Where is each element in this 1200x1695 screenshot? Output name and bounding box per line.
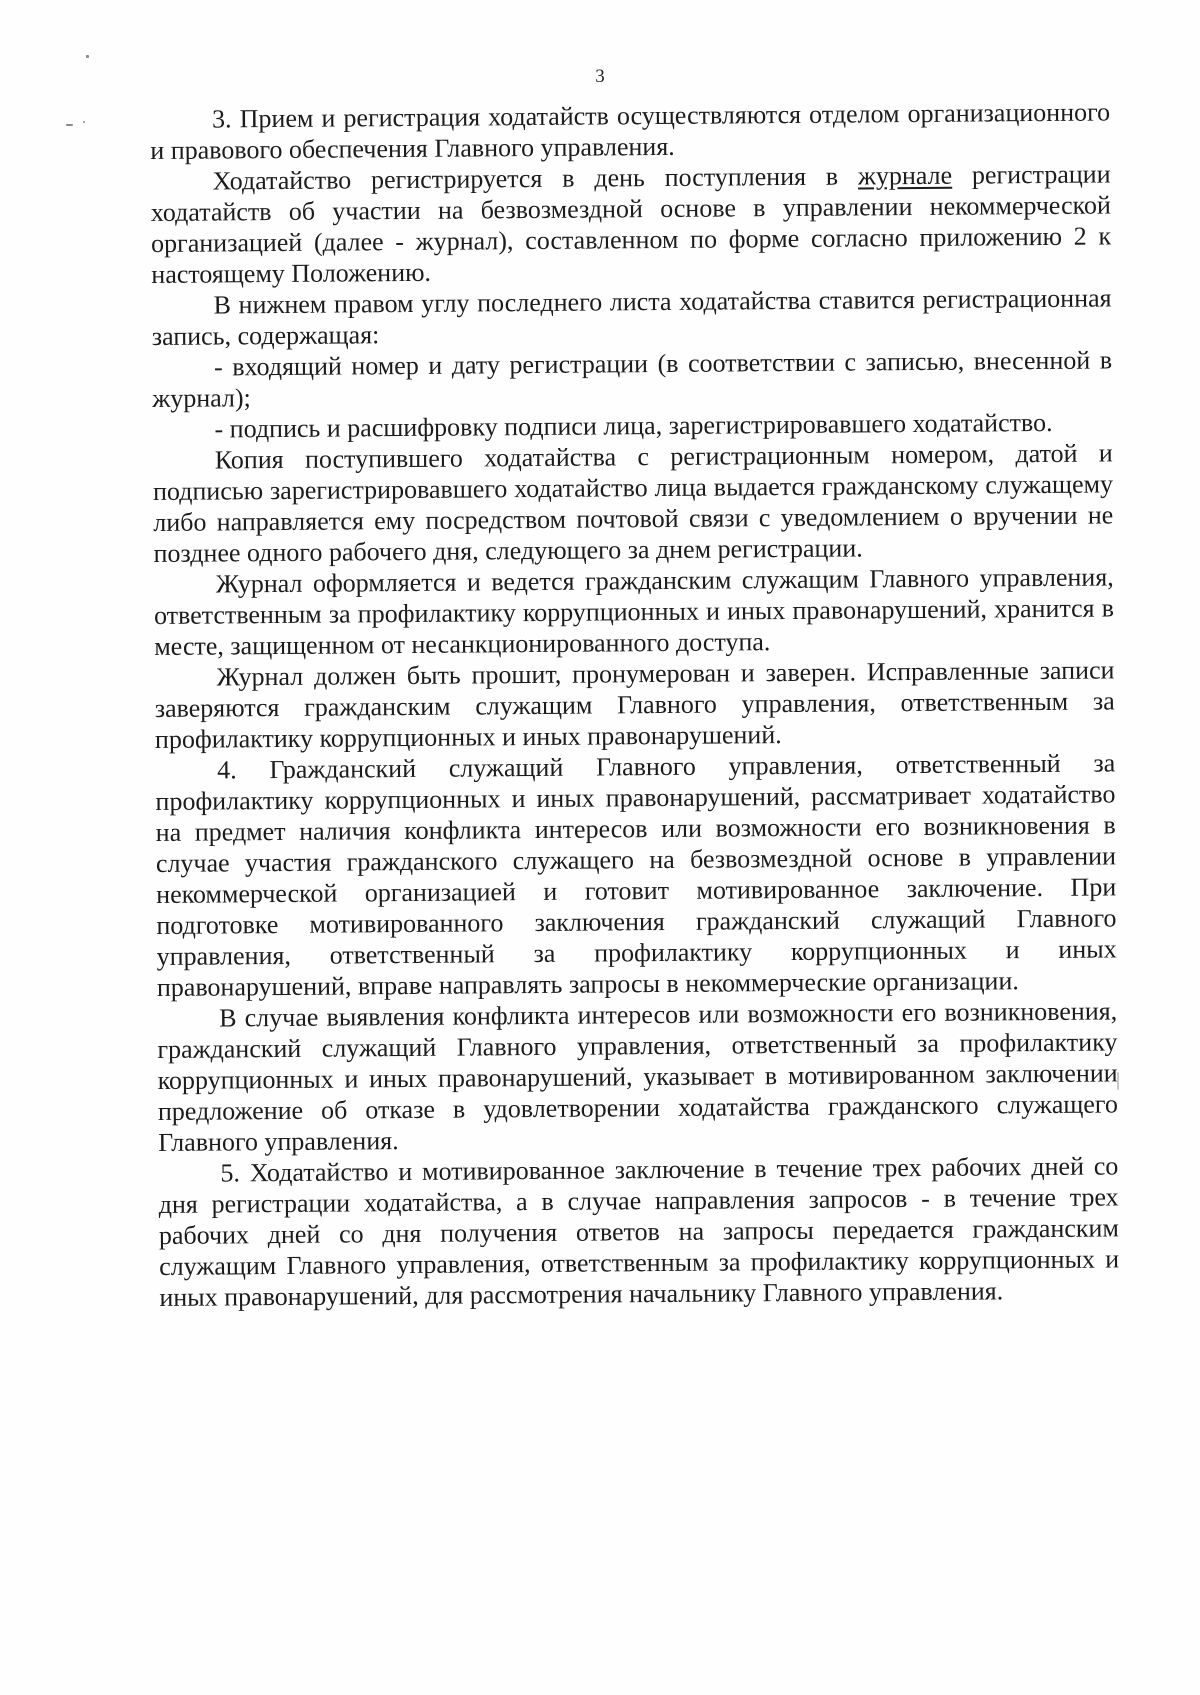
list-item-incoming-number: - входящий номер и дату регистрации (в соответствии с записью, внесенной в журнал); <box>152 345 1113 413</box>
paragraph-review-petition: 4. Гражданский служащий Главного управления, ответственный за профилактику коррупционных и иных правонарушений, рассматривает ходатайство на предмет наличия конфликта интересов или возможности его возникновения в случае участия гражданского служащего на безвозмездной основе в управлении некоммерческой организацией и готовит мотивированное заключение. При подготовке мотивированного заключения гражданский служащий Главного управления, ответственный за профилактику коррупционных и иных правонарушений, вправе направлять запросы в некоммерческие организации. <box>155 748 1117 1002</box>
paragraph-journal-maintained: Журнал оформляется и ведется гражданским служащим Главного управления, ответственным за профилактику коррупционных и иных правонарушений, хранится в месте, защищенном от несанкционированного доступа. <box>153 562 1115 661</box>
paragraph-reception-registration: 3. Прием и регистрация ходатайств осуществляются отделом организационного и правового обеспечения Главного управления. <box>150 97 1111 165</box>
document-body <box>150 96 1119 1313</box>
list-item-signature: - подпись и расшифровку подписи лица, зарегистрировавшего ходатайство. <box>214 407 1053 444</box>
paragraph-text: Ходатайство регистрируется в день поступления в <box>212 161 859 196</box>
paragraph-registration-record: В нижнем правом углу последнего листа ходатайства ставится регистрационная запись, содержащая: <box>151 283 1112 351</box>
paragraph-registration-journal <box>150 158 1111 290</box>
paragraph-journal-bound: Журнал должен быть прошит, пронумерован и заверен. Исправленные записи заверяются гражданским служащим Главного управления, ответственным за профилактику коррупционных и иных правонарушений. <box>154 655 1115 754</box>
paragraph-transfer-to-head: 5. Ходатайство и мотивированное заключение в течение трех рабочих дней со дня регистрации ходатайства, а в случае направления запросов - в течение трех рабочих дней со дня получения ответов на запросы передается гражданским служащим Главного управления, ответственным за профилактику коррупционных и иных правонарушений, для рассмотрения начальнику Главного управления. <box>158 1151 1120 1312</box>
scan-speck <box>83 121 85 123</box>
paragraph-conflict-detected: В случае выявления конфликта интересов или возможности его возникновения, гражданский служащий Главного управления, ответственный за профилактику коррупционных и иных правонарушений, указывает в мотивированном заключении предложение об отказе в удовлетворении ходатайства гражданского служащего Главного управления. <box>157 996 1118 1157</box>
scan-speck <box>86 55 89 58</box>
page-number: 3 <box>595 66 605 87</box>
paragraph-copy-issued: Копия поступившего ходатайства с регистрационным номером, датой и подписью зарегистрировавшего ходатайство лица выдается гражданскому служащему либо направляется ему посредством почтовой связи с уведомлением о вручении не позднее одного рабочего дня, следующего за днем регистрации. <box>152 438 1114 568</box>
paragraph-text: регистрации ходатайств об участии на безвозмездной основе в управлении некоммерческой организацией (далее - журнал), составленном по форме согласно приложению 2 к настоящему Положению. <box>150 159 1112 289</box>
journal-underlined-word: журнале <box>857 160 953 191</box>
scan-speck <box>66 124 73 126</box>
